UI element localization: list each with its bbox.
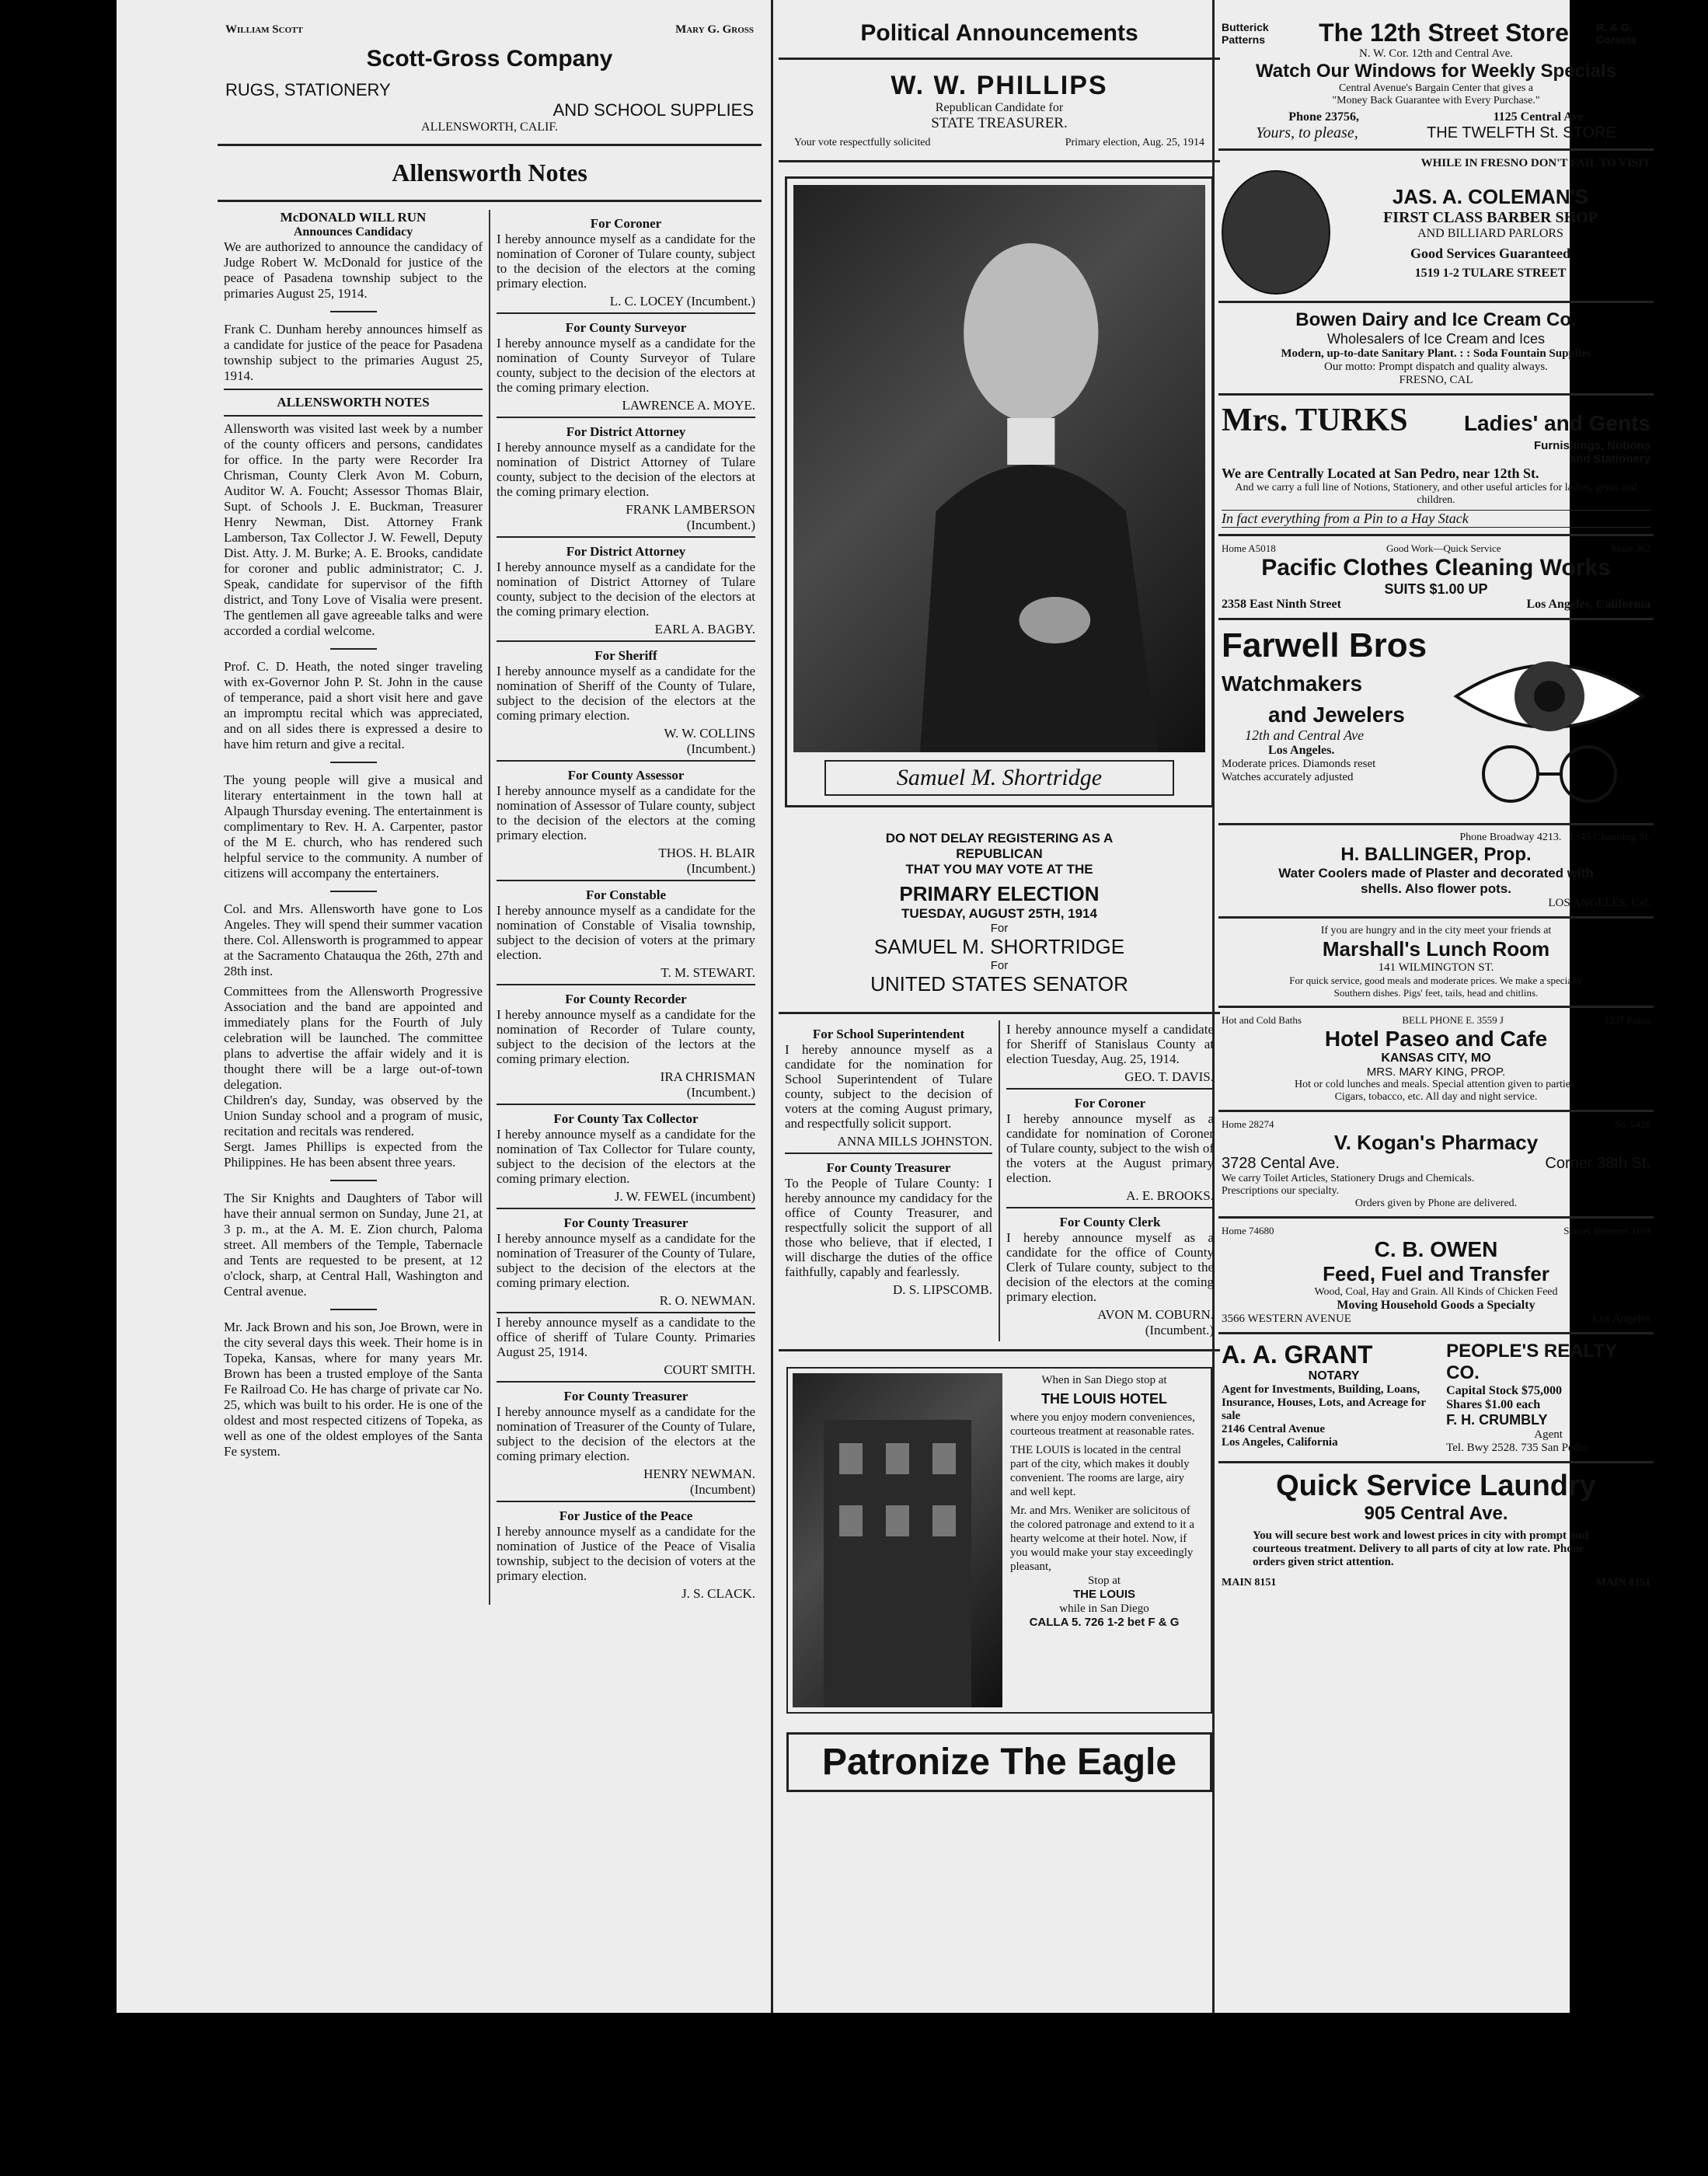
- ad-text: FIRST CLASS BARBER SHOP: [1383, 208, 1598, 226]
- announcement-name: W. W. COLLINS: [664, 726, 755, 741]
- announcement: [497, 210, 755, 312]
- ad-text: Tel. Bwy 2528.: [1446, 1442, 1518, 1454]
- ad-text: 2358 East Ninth Street: [1222, 598, 1341, 611]
- ad-text: Wholesalers of Ice Cream and Ices: [1326, 331, 1546, 347]
- ad-text: We carry Toilet Articles, Stationery Drugs and Chemicals.: [1222, 1173, 1475, 1184]
- ad-title: PEOPLE'S REALTY CO.: [1446, 1341, 1617, 1383]
- ad-text: WHILE IN FRESNO DON'T FAIL TO VISIT: [1420, 157, 1650, 169]
- article-headline: ALLENSWORTH NOTES: [277, 395, 430, 410]
- announcement-body: I hereby announce myself as a candidate for the nomination of Coroner of Tulare county, subject to the decision of the electors at the coming primary election.: [497, 232, 755, 291]
- owner-name: Mary G. Gross: [675, 23, 754, 36]
- announcement-name: EARL A. BAGBY.: [654, 622, 755, 636]
- ad-text: Phone 23756,: [1288, 110, 1359, 124]
- company-line: AND SCHOOL SUPPLIES: [552, 100, 754, 120]
- vote-text: Your vote respectfully solicited: [794, 137, 931, 148]
- patronize-banner: Patronize The Eagle: [786, 1732, 1212, 1792]
- section-title: Allensworth Notes: [218, 146, 762, 202]
- register-text: DO NOT DELAY REGISTERING AS A: [885, 831, 1114, 846]
- portrait-caption: Samuel M. Shortridge: [824, 760, 1174, 796]
- announcement-name: A. E. BROOKS.: [1126, 1188, 1214, 1203]
- ad-title: V. Kogan's Pharmacy: [1333, 1131, 1539, 1154]
- ad-text: And we carry a full line of Notions, Stationery, and other useful articles for ladies, gents and children.: [1235, 482, 1637, 506]
- announcement-body: I hereby announce myself as a candidate for the nomination of Constable of Visalia township, subject to the decision of voters at the primary election.: [497, 903, 755, 962]
- pacific-cleaning-ad: [1218, 536, 1654, 620]
- company-city: ALLENSWORTH, CALIF.: [421, 120, 558, 134]
- ad-title: H. BALLINGER, Prop.: [1340, 844, 1532, 865]
- announcement-body: I hereby announce myself as a candidate for the nomination of Assessor of Tulare county, subject to the decision of the electors at the coming primary election.: [497, 783, 755, 842]
- ad-text: THE TWELFTH St. STORE: [1427, 124, 1616, 141]
- announcement-office: For County Tax Collector: [553, 1111, 699, 1126]
- political-header: Political Announcements: [779, 0, 1220, 60]
- announcement-name: L. C. LOCEY (Incumbent.): [609, 294, 755, 309]
- announcement-office: For County Treasurer: [563, 1215, 688, 1230]
- ad-text: Agent: [1534, 1428, 1563, 1441]
- ad-text: 1345 Channing St.: [1569, 832, 1650, 843]
- ad-text: 3566 WESTERN AVENUE: [1222, 1313, 1351, 1325]
- ad-text: Cigars, tobacco, etc. All day and night service.: [1334, 1091, 1538, 1103]
- owen-ad: [1218, 1219, 1654, 1334]
- ad-text: Southern dishes. Pigs' feet, tails, head and chitlins.: [1333, 987, 1539, 999]
- announcement-name: J. W. FEWEL (incumbent): [614, 1189, 755, 1204]
- twelfth-street-ad: [1218, 0, 1654, 151]
- announcement: [785, 1153, 992, 1301]
- ad-text: Butterick Patterns: [1222, 20, 1269, 46]
- louis-hotel-ad: [786, 1367, 1212, 1714]
- announcement-body: I hereby announce myself as a candidate for the nomination of County Surveyor of Tulare county, subject to the decision of the electors at the coming primary election.: [497, 336, 755, 395]
- ad-title: JAS. A. COLEMAN'S: [1392, 184, 1589, 208]
- article-headline: McDONALD WILL RUN: [280, 210, 427, 225]
- announcement: [497, 312, 755, 417]
- announcement-name: J. S. CLACK.: [681, 1586, 755, 1601]
- ad-text: LOS ANGELES, Cal.: [1548, 897, 1650, 909]
- announcement-body: I hereby announce myself as a candidate for the nomination of Treasurer of the County of Tulare, subject to the decision of the electors at the coming primary election.: [497, 1404, 755, 1463]
- ad-text: Hot or cold lunches and meals. Special attention given to parties.: [1295, 1079, 1577, 1090]
- ad-text: Home A5018: [1222, 542, 1276, 554]
- ad-text: For quick service, good meals and moderate prices. We make a specialty: [1289, 975, 1583, 986]
- article-text: Sergt. James Phillips is expected from the Philippines. He has been absent three years.: [224, 1139, 483, 1170]
- announcement: [497, 417, 755, 536]
- eye-illustration-icon: [1448, 626, 1650, 817]
- ad-text: Yours, to please,: [1256, 124, 1358, 141]
- ad-text: Corner 38th St.: [1545, 1155, 1650, 1172]
- grant-ad: [1218, 1334, 1654, 1463]
- announcement-tag: (Incumbent): [689, 1482, 755, 1497]
- hotel-text: where you enjoy modern conveniences, courteous treatment at reasonable rates.: [1010, 1411, 1195, 1438]
- ad-text: You will secure best work and lowest prices in city with prompt and courteous treatment. Delivery to all parts of city at low rate. Phone orders given strict attention.: [1253, 1529, 1588, 1568]
- announcement-body: I hereby announce myself as a candidate for the nomination of Recorder of Tulare county, subject to the decision of the lectors at the coming primary election.: [497, 1007, 755, 1066]
- ad-text: Shares $1.00 each: [1446, 1398, 1541, 1411]
- ad-text: Prescriptions our specialty.: [1222, 1185, 1340, 1197]
- ad-text: Good Work—Quick Service: [1386, 542, 1501, 554]
- ad-text: 735 San Pedro: [1521, 1442, 1589, 1454]
- announcement-office: For Coroner: [590, 216, 662, 231]
- left-column: [218, 0, 762, 2013]
- shortridge-ad: [785, 176, 1214, 807]
- announcement-body: I hereby announce myself a candidate for Sheriff of Stanislaus County at election Tuesday, Aug. 25, 1914.: [1006, 1022, 1214, 1066]
- turks-ad: [1218, 396, 1654, 536]
- register-text: For: [990, 922, 1009, 935]
- ad-text: Wood, Coal, Hay and Grain. All Kinds of Chicken Feed: [1314, 1286, 1558, 1298]
- register-text: SAMUEL M. SHORTRIDGE: [873, 935, 1125, 958]
- ad-text: Good Services Guaranteed: [1410, 245, 1570, 261]
- notes-subcolumn: [218, 210, 489, 1605]
- phillips-ad: [779, 60, 1220, 162]
- article-text: The Sir Knights and Daughters of Tabor will have their annual sermon on Sunday, June 21, at 3 p. m., at the A. M. E. Zion church, Paloma street. All members of the Temple, Tabernacle and Tents are requested to be present, at 12 o'clock, sharp, at Central Hall, Washington and Central avenue.: [224, 1191, 483, 1299]
- ad-text: Los Angeles, California: [1526, 598, 1650, 611]
- paseo-ad: [1218, 1008, 1654, 1112]
- portrait-photo: [793, 185, 1205, 752]
- announcement-office: For County Surveyor: [565, 320, 687, 335]
- announcement-office: For School Superintendent: [812, 1027, 965, 1041]
- ad-text: 1125 Central Ave: [1493, 110, 1584, 124]
- announcement: [497, 1381, 755, 1501]
- announcement: [497, 760, 755, 880]
- hotel-text: while in San Diego: [1059, 1602, 1149, 1615]
- ad-text: 141 WILMINGTON ST.: [1378, 961, 1494, 974]
- hotel-intro: When in San Diego stop at: [1041, 1374, 1167, 1386]
- article-text: Allensworth was visited last week by a number of the county officers and persons, candidates for office. In the party were Recorder Ira Chrisman, County Clerk Avon M. Coburn, Auditor W. A. Foucht; Assessor Thomas Blair, Supt. of Schools J. E. Buckman, Treasurer Henry Newman, Dist. Attorney Frank Lamberson, Tax Collector J. W. Fewell, Deputy Dist. Atty. J. M. Burke; A. E. Brooks, candidate for coroner and public administrator; C. J. Speak, candidate for supervisor of the fifth district, and Tony Love of Visalia were present. The gentlemen all gave agreeable talks and were accorded a cordial welcome.: [224, 421, 483, 638]
- ad-text: Agent for Investments, Building, Loans, Insurance, Houses, Lots, and Acreage for sale: [1222, 1383, 1426, 1422]
- register-text: PRIMARY ELECTION: [899, 882, 1100, 905]
- announcement-office: For Constable: [585, 887, 667, 902]
- announcement-name: HENRY NEWMAN.: [643, 1466, 755, 1481]
- announcement-tag: (Incumbent.): [686, 741, 755, 756]
- announcement-name: THOS. H. BLAIR: [658, 846, 755, 860]
- ad-title: Watch Our Windows for Weekly Specials: [1256, 61, 1616, 82]
- ad-text: SUITS $1.00 UP: [1384, 581, 1488, 597]
- ad-title: Quick Service Laundry: [1276, 1470, 1596, 1502]
- announcement-name: IRA CHRISMAN: [660, 1069, 755, 1084]
- ad-text: Sunset Vermont 3169: [1563, 1225, 1650, 1236]
- ad-title: Hotel Paseo and Cafe: [1324, 1027, 1548, 1051]
- ad-text: and Jewelers: [1268, 703, 1405, 727]
- ad-text: N. W. Cor. 12th and Central Ave.: [1358, 47, 1514, 60]
- ad-text: NOTARY: [1308, 1369, 1360, 1383]
- register-text: For: [990, 959, 1009, 972]
- announcement-body: I hereby announce myself as a candidate for the nomination for School Superintendent of Tulare county, subject to the decision of voters at the coming August primary, and respectfully solicit support.: [785, 1042, 992, 1131]
- scott-gross-ad: [218, 0, 762, 146]
- ad-text: Main 362: [1611, 542, 1650, 554]
- announcement-office: For District Attorney: [566, 424, 686, 439]
- ad-text: 1519 1-2 TULARE STREET: [1414, 266, 1567, 280]
- announcement-name: D. S. LIPSCOMB.: [892, 1282, 992, 1297]
- announcement-name: ANNA MILLS JOHNSTON.: [837, 1134, 992, 1149]
- announcement: [1006, 1020, 1214, 1088]
- company-line: RUGS, STATIONERY: [225, 80, 391, 99]
- ad-text: BELL PHONE E. 3559 J: [1402, 1014, 1504, 1026]
- ad-text: shells. Also flower pots.: [1361, 881, 1511, 896]
- ad-text: So. 5428: [1614, 1118, 1650, 1130]
- ad-title: C. B. OWEN: [1374, 1237, 1498, 1261]
- article-text: Prof. C. D. Heath, the noted singer traveling with ex-Governor John P. St. John in the cause of temperance, paid a short visit here and gave an impromptu recital which was appreciated, and on all sides there is expressed a desire to have him return and give a recital.: [224, 659, 483, 751]
- ad-text: If you are hungry and in the city meet your friends at: [1320, 925, 1552, 936]
- announcement-office: For County Treasurer: [826, 1160, 951, 1175]
- announcement-body: I hereby announce myself as a candidate for the nomination of District Attorney of Tulare county, subject to the decision of the electors at the coming primary election.: [497, 560, 755, 619]
- ad-text: Central Avenue's Bargain Center that gives a: [1338, 82, 1534, 94]
- ad-title: The 12th Street Store: [1319, 19, 1569, 47]
- ad-text: 12th and Central Ave: [1245, 727, 1365, 743]
- announcement: [497, 1501, 755, 1605]
- announcement-office: For County Recorder: [565, 992, 687, 1006]
- ad-text: Furnishings, Notions: [1534, 439, 1650, 452]
- ad-text: Our motto: Prompt dispatch and quality always.: [1324, 361, 1548, 373]
- register-text: THAT YOU MAY VOTE AT THE: [905, 862, 1093, 877]
- hotel-text: Mr. and Mrs. Weniker are solicitous of the colored patronage and extend to it a hearty welcome at their hotel. Now, if you would make your stay exceedingly pleasant,: [1010, 1505, 1194, 1573]
- primary-date: Primary election, Aug. 25, 1914: [1065, 137, 1204, 148]
- column-rule: [771, 0, 773, 2013]
- announcement-office: For District Attorney: [566, 544, 686, 559]
- ad-title: Ladies' and Gents: [1463, 411, 1650, 435]
- ad-text: FRESNO, CAL: [1399, 374, 1473, 386]
- ad-text: Watchmakers: [1222, 671, 1363, 696]
- announcement: [497, 984, 755, 1104]
- kogan-ad: [1218, 1112, 1654, 1219]
- register-text: UNITED STATES SENATOR: [870, 972, 1128, 996]
- announcement-office: For Coroner: [1074, 1096, 1146, 1111]
- announcement-office: For Sheriff: [594, 648, 657, 663]
- announcement-name: LAWRENCE A. MOYE.: [622, 398, 755, 413]
- article-text: Committees from the Allensworth Progressive Association and the band are appointed and immediately plans for the Fourth of July celebration will be launched. The committee plans to advertise the affair widely and it is thought there will be a large out-of-town delegation.: [224, 984, 483, 1092]
- article-text: We are authorized to announce the candidacy of Judge Robert W. McDonald for justice of the peace of Pasadena township subject to the primaries August 25, 1914.: [224, 239, 483, 301]
- ad-text: "Money Back Guarantee with Every Purchase.": [1332, 95, 1540, 106]
- ad-text: Los Angeles.: [1268, 744, 1335, 757]
- hotel-name: THE LOUIS: [1072, 1588, 1135, 1601]
- announcement-office: For County Treasurer: [563, 1389, 688, 1404]
- ad-text: and Stationery: [1569, 452, 1650, 466]
- ad-title: Marshall's Lunch Room: [1322, 937, 1550, 961]
- ad-text: Water Coolers made of Plaster and decorated with: [1278, 866, 1594, 881]
- hotel-text: THE LOUIS is located in the central part of the city, which makes it doubly convenient. The rooms are large, airy and well kept.: [1010, 1444, 1190, 1498]
- announcement-body: I hereby announce myself as a candidate for the office of County Clerk of Tulare county, subject to the decision of the electors at the coming primary election.: [1006, 1230, 1214, 1304]
- right-column: [1218, 0, 1654, 2013]
- candidate-office: STATE TREASURER.: [931, 115, 1068, 131]
- announcement-tag: (Incumbent.): [686, 1085, 755, 1100]
- announcement-body: I hereby announce myself as a candidate to the office of sheriff of Tulare County. Primaries August 25, 1914.: [497, 1315, 755, 1359]
- ad-text: In fact everything from a Pin to a Hay Stack: [1222, 510, 1650, 528]
- announcement-name: R. O. NEWMAN.: [659, 1293, 755, 1308]
- announcement: [497, 536, 755, 640]
- ad-text: MRS. MARY KING, PROP.: [1366, 1065, 1506, 1079]
- owner-name: William Scott: [225, 23, 303, 36]
- ad-text: We are Centrally Located at San Pedro, near 12th St.: [1222, 466, 1539, 481]
- announcement-body: I hereby announce myself as a candidate for nomination of Coroner of Tulare county, subject to the wish of the voters at the August primary election.: [1006, 1111, 1214, 1185]
- ad-text: F. H. CRUMBLY: [1446, 1412, 1548, 1428]
- ad-text: Watches accurately adjusted: [1222, 771, 1354, 783]
- announcement-name: FRANK LAMBERSON: [626, 502, 755, 517]
- ad-text: Moderate prices. Diamonds reset: [1222, 758, 1376, 770]
- ad-title: A. A. GRANT: [1222, 1341, 1373, 1369]
- announcements-subcolumn: [999, 1020, 1220, 1341]
- announcement: [497, 880, 755, 984]
- laundry-ad: [1218, 1463, 1654, 1595]
- announcement-office: For County Clerk: [1059, 1215, 1161, 1229]
- ad-text: Los Angeles, California: [1222, 1436, 1338, 1449]
- ad-text: Soda Fountain Supplies: [1473, 347, 1591, 360]
- article-text: Mr. Jack Brown and his son, Joe Brown, were in the city several days this week. Their home is in Topeka, Kansas, where for many years Mr. Brown has been a trusted employe of the Santa Fe Railroad Co. He has charge of private car No. 25, which was built to his order. He is one of the oldest and most respected citizens of Topeka, as well as one of the oldest employes of the Santa Fe system.: [224, 1320, 483, 1459]
- ad-text: Moving Household Goods a Specialty: [1337, 1299, 1535, 1312]
- ad-text: Hot and Cold Baths: [1222, 1014, 1302, 1026]
- register-ad: [779, 807, 1220, 1014]
- article-text: Frank C. Dunham hereby announces himself as a candidate for justice of the peace for Pasadena township subject to the primaries August 25, 1914.: [224, 322, 483, 383]
- ad-title: Farwell Bros: [1222, 626, 1427, 664]
- announcement-body: I hereby announce myself as a candidate for the nomination of Justice of the Peace of Visalia township, subject to the decision of voters at the primary election.: [497, 1524, 755, 1583]
- announcement: [1006, 1207, 1214, 1341]
- ad-text: Phone Broadway 4213.: [1459, 832, 1562, 843]
- newspaper-page: [117, 0, 1650, 2013]
- coleman-ad: [1218, 151, 1654, 303]
- register-text: TUESDAY, AUGUST 25TH, 1914: [901, 906, 1097, 921]
- ad-text: KANSAS CITY, MO: [1381, 1051, 1491, 1065]
- announcement-name: AVON M. COBURN.: [1097, 1307, 1214, 1322]
- ad-text: 1237 Paseo: [1604, 1014, 1650, 1026]
- article-text: The young people will give a musical and literary entertainment in the town hall at Alpaugh Thursday evening. The entertainment is complimentary to Rev. H. A. Carpenter, pastor of the M E. church, who has rendered such helpful service to the community. A number of citizens will accompany the entertainers.: [224, 772, 483, 881]
- portrait-photo: [1222, 170, 1330, 295]
- announcement: [497, 1104, 755, 1208]
- announcement-name: T. M. STEWART.: [661, 965, 755, 980]
- announcement-body: I hereby announce myself as a candidate for the nomination of Sheriff of the County of Tulare, subject to the decision of the electors at the coming primary election.: [497, 664, 755, 723]
- candidate-party: Republican Candidate for: [935, 101, 1064, 114]
- ballinger-ad: [1218, 825, 1654, 919]
- article-text: Col. and Mrs. Allensworth have gone to Los Angeles. They will spend their summer vacation there. Col. Allensworth is programmed to appear at the Sacramento Chatauqua the 26th, 27th and 28th inst.: [224, 901, 483, 978]
- marshall-ad: [1218, 919, 1654, 1008]
- ad-title: Feed, Fuel and Transfer: [1323, 1262, 1549, 1285]
- ad-title: Pacific Clothes Cleaning Works: [1261, 555, 1611, 581]
- center-column: [779, 0, 1220, 2013]
- announcement-body: I hereby announce myself as a candidate for the nomination of District Attorney of Tulare county, subject to the decision of the electors at the coming primary election.: [497, 440, 755, 499]
- announcement: [497, 640, 755, 760]
- announcement-body: I hereby announce myself as a candidate for the nomination of Tax Collector for Tulare county, subject to the decision of the electors at the coming primary election.: [497, 1127, 755, 1186]
- article-text: Children's day, Sunday, was observed by the Union Sunday school and a program of music, recitation and recitals was rendered.: [224, 1093, 483, 1139]
- announcement-name: GEO. T. DAVIS.: [1124, 1069, 1214, 1084]
- ad-text: AND BILLIARD PARLORS: [1417, 226, 1563, 240]
- ad-text: Modern, up-to-date Sanitary Plant.: [1281, 347, 1457, 360]
- announcements-subcolumn: [779, 1020, 999, 1341]
- ad-title: Mrs. TURKS: [1222, 403, 1408, 438]
- register-text: REPUBLICAN: [956, 846, 1043, 861]
- ad-text: R. & G. Corsets: [1595, 20, 1637, 46]
- ad-text: MAIN 8151: [1595, 1577, 1650, 1588]
- ad-text: Home 74680: [1222, 1225, 1274, 1236]
- ad-text: Home 28274: [1222, 1118, 1274, 1130]
- announcements-subcolumn: [489, 210, 762, 1605]
- announcement-body: I hereby announce myself as a candidate for the nomination of Treasurer of the County of Tulare, subject to the decision of the electors at the coming primary election.: [497, 1231, 755, 1290]
- hotel-photo: [793, 1373, 1002, 1707]
- ad-text: 2146 Central Avenue: [1222, 1423, 1326, 1435]
- ad-text: MAIN 8151: [1222, 1577, 1277, 1588]
- announcement-tag: (Incumbent.): [686, 861, 755, 876]
- hotel-name: THE LOUIS HOTEL: [1041, 1391, 1167, 1407]
- announcement-name: COURT SMITH.: [664, 1362, 755, 1377]
- announcement-office: For Justice of the Peace: [559, 1508, 693, 1523]
- announcement: [1006, 1088, 1214, 1207]
- ad-title: Bowen Dairy and Ice Cream Co.: [1295, 309, 1577, 330]
- hotel-text: Stop at: [1087, 1574, 1121, 1587]
- article-subhead: Announces Candidacy: [293, 225, 413, 239]
- announcement-office: For County Assessor: [567, 768, 685, 783]
- hotel-address: CALLA 5. 726 1-2 bet F & G: [1029, 1616, 1180, 1629]
- announcement: [785, 1020, 992, 1153]
- company-name: Scott-Gross Company: [366, 46, 613, 71]
- announcement-body: To the People of Tulare County: I hereby announce my candidacy for the office of County Treasurer, and respectfully solicit the support of all those who believe, that if elected, I will discharge the duties of the office faithfully, capably and fearlessly.: [785, 1176, 992, 1279]
- ad-text: Los Angeles: [1592, 1313, 1650, 1325]
- candidate-name: W. W. PHILLIPS: [891, 71, 1108, 100]
- farwell-ad: [1218, 620, 1654, 825]
- ad-text: 905 Central Ave.: [1364, 1503, 1508, 1524]
- announcement: [497, 1208, 755, 1312]
- ad-text: Capital Stock $75,000: [1446, 1384, 1563, 1397]
- ad-text: 3728 Cental Ave.: [1222, 1155, 1340, 1172]
- announcement-tag: (Incumbent.): [1145, 1323, 1214, 1337]
- announcement-tag: (Incumbent.): [686, 518, 755, 532]
- bowen-ad: Bowen Dairy and Ice Cream Co. Wholesalers of Ice Cream and Ices Modern, up-to-date Sanitary Plant. : : Soda Fountain Supplies Our motto: Prompt dispatch and quality always. FRESNO, CAL: [1218, 303, 1654, 396]
- ad-text: Orders given by Phone are delivered.: [1354, 1198, 1518, 1209]
- announcement: [497, 1312, 755, 1381]
